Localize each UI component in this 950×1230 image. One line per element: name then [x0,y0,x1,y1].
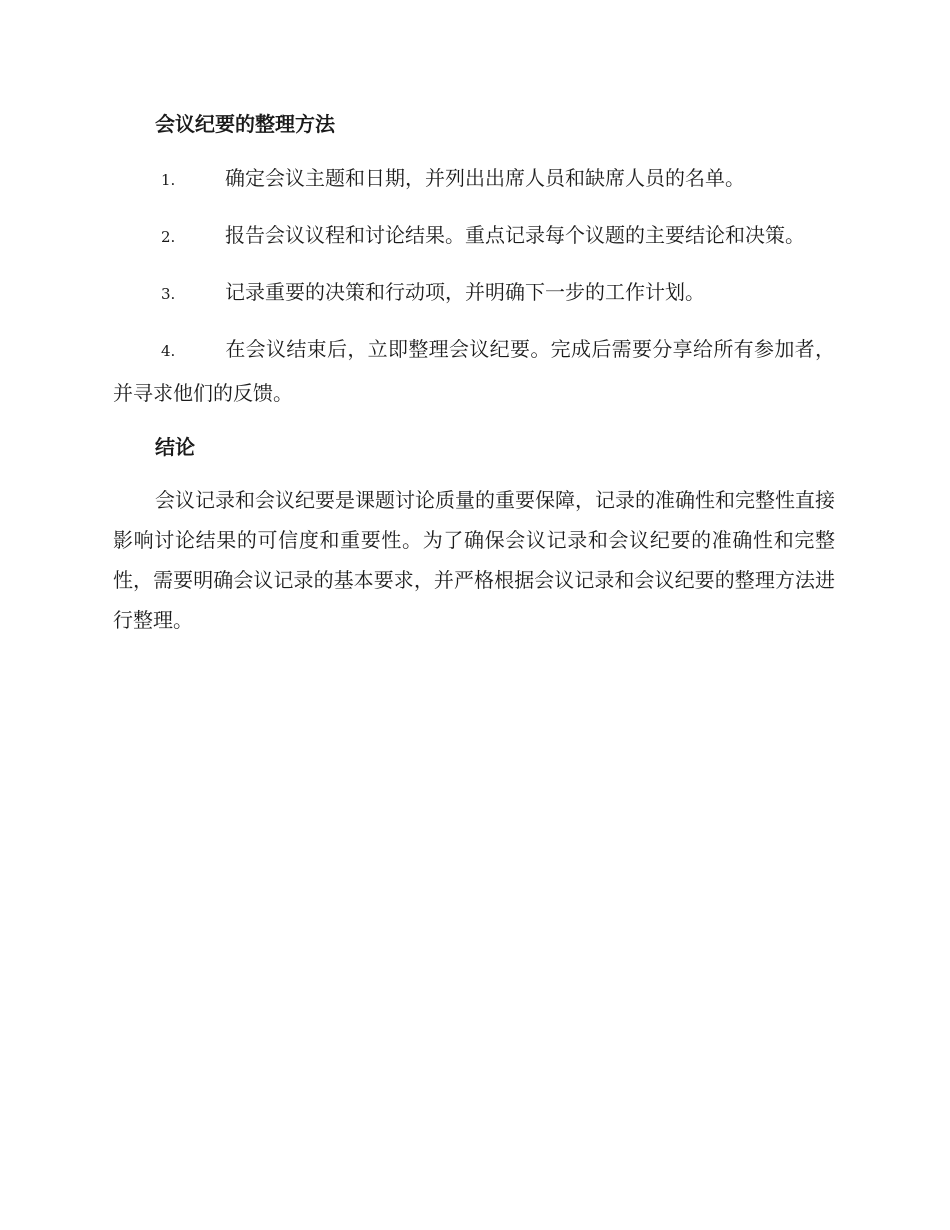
list-number: 2. [161,228,176,246]
list-item-text: 确定会议主题和日期，并列出出席人员和缺席人员的名单。 [225,166,745,190]
document-content [113,104,835,640]
list-number: 4. [161,342,176,360]
list-item-1 [113,157,835,201]
conclusion-paragraph: 会议记录和会议纪要是课题讨论质量的重要保障，记录的准确性和完整性直接影响讨论结果的可信度和重要性。为了确保会议记录和会议纪要的准确性和完整性，需要明确会议记录的基本要求，并严格根据会议记录和会议纪要的整理方法进行整理。 [113,488,835,632]
list-number: 1. [161,171,176,189]
section-heading-methods: 会议纪要的整理方法 [155,112,335,136]
list-item-2 [113,214,835,258]
list-item-text: 记录重要的决策和行动项，并明确下一步的工作计划。 [225,280,705,304]
list-item-text: 在会议结束后，立即整理会议纪要。完成后需要分享给所有参加者，并寻求他们的反馈。 [113,337,835,405]
list-item-text: 报告会议议程和讨论结果。重点记录每个议题的主要结论和决策。 [225,223,805,247]
section-heading-conclusion: 结论 [155,435,195,459]
list-number: 3. [161,285,176,303]
list-item-4 [113,328,835,414]
list-item-3 [113,271,835,315]
